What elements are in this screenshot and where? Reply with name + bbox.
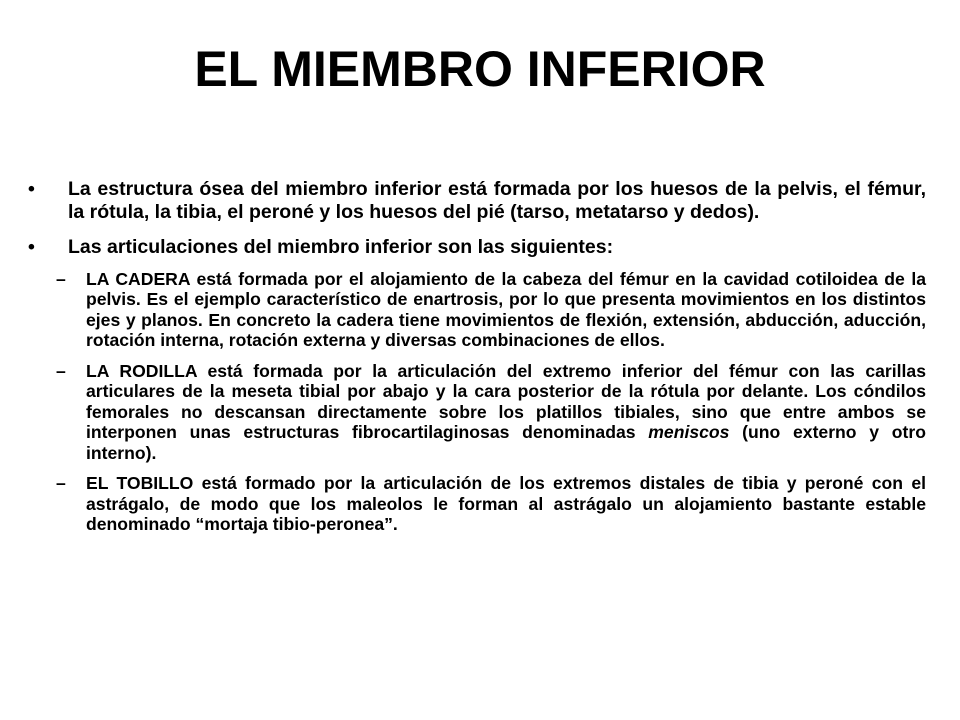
- subitem-text-after: (uno externo y otro interno).: [86, 422, 926, 463]
- subitem-marker: –: [56, 268, 66, 289]
- slide-content: [28, 178, 926, 535]
- subitem-hip: [56, 269, 926, 351]
- subitem-knee: [56, 361, 926, 464]
- subitem-text: [86, 361, 926, 464]
- bullet-text: Las articulaciones del miembro inferior son las siguientes:: [68, 236, 614, 258]
- subitem-text-before: LA RODILLA está formada por la articulación del extremo inferior del fémur con las carillas articulares de la meseta tibial por abajo y la cara posterior de la rótula por delante. Los cóndilos femorales no descansan directamente sobre los platillos tibiales, sino que entre ambos se interponen unas estructuras fibrocartilaginosas denominadas: [86, 360, 926, 442]
- bullet-joints: [28, 236, 926, 259]
- subitem-text: LA CADERA está formada por el alojamiento de la cabeza del fémur en la cavidad cotiloidea de la pelvis. Es el ejemplo característico de enartrosis, por lo que presenta movimientos en los distintos ejes y planos. En concreto la cadera tiene movimientos de flexión, extensión, abducción, aducción, rotación interna, rotación externa y diversas combinaciones de ellos.: [86, 268, 926, 350]
- slide-title: EL MIEMBRO INFERIOR: [194, 41, 766, 97]
- subitem-marker: –: [56, 360, 66, 381]
- bullet-marker: •: [28, 178, 35, 200]
- subitem-text: EL TOBILLO está formado por la articulación de los extremos distales de tibia y peroné con el astrágalo, de modo que los maleolos le forman al astrágalo un alojamiento bastante estable denominado “mortaja tibio-peronea”.: [86, 473, 926, 534]
- bullet-text: La estructura ósea del miembro inferior está formada por los huesos de la pelvis, el fémur, la rótula, la tibia, el peroné y los huesos del pié (tarso, metatarso y dedos).: [68, 178, 926, 223]
- bullet-bone-structure: [28, 178, 926, 223]
- subitem-text-emphasis: meniscos: [648, 422, 730, 442]
- subitem-ankle: [56, 473, 926, 535]
- subitem-marker: –: [56, 473, 66, 493]
- bullet-marker: •: [28, 236, 35, 258]
